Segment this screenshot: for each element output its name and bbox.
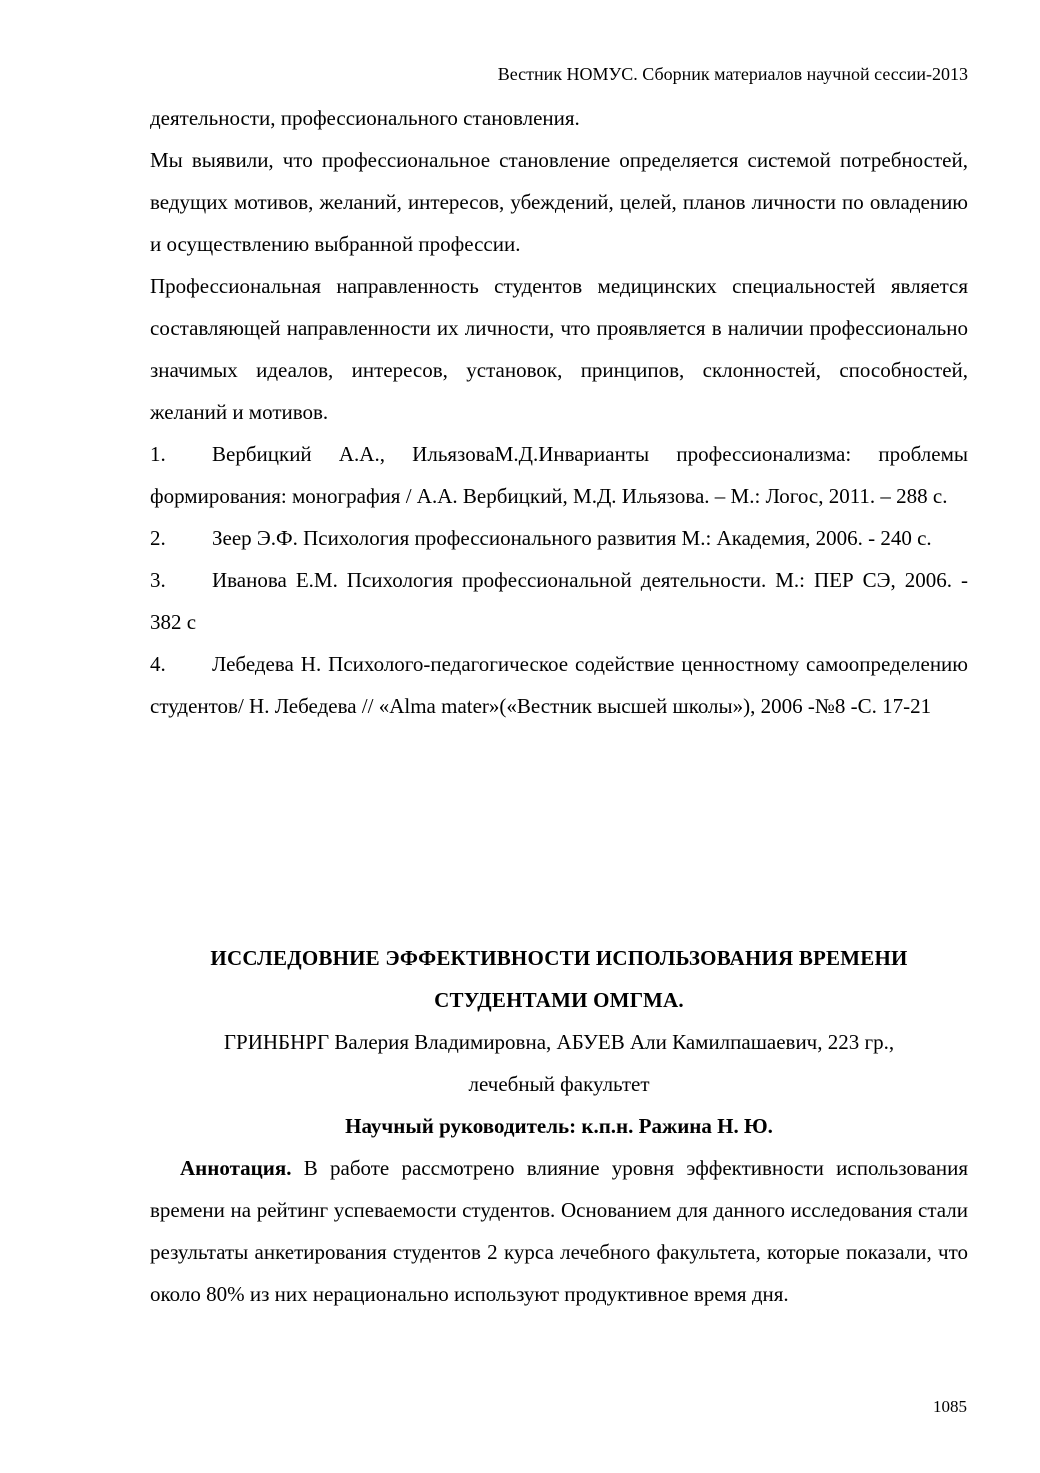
article-abstract xyxy=(150,1147,968,1315)
article-supervisor: Научный руководитель: к.п.н. Ражина Н. Ю. xyxy=(345,1114,773,1138)
reference-number: 3. xyxy=(150,568,166,592)
article-title xyxy=(150,937,968,1021)
body-text xyxy=(150,97,968,727)
reference-item xyxy=(150,643,968,727)
reference-item xyxy=(150,559,968,643)
reference-text: Иванова Е.М. Психология профессиональной деятельности. М.: ПЕР СЭ, 2006. - 382 с xyxy=(150,568,968,634)
reference-number: 2. xyxy=(150,526,166,550)
reference-list xyxy=(150,433,968,727)
reference-item xyxy=(150,517,968,559)
article-section xyxy=(150,937,968,1315)
article-authors: ГРИНБНРГ Валерия Владимировна, АБУЕВ Али Камилпашаевич, 223 гр., xyxy=(223,1030,895,1054)
reference-text: Зеер Э.Ф. Психология профессионального развития М.: Академия, 2006. - 240 с. xyxy=(212,526,932,550)
reference-number: 1. xyxy=(150,442,166,466)
paragraph: деятельности, профессионального становления. xyxy=(150,106,580,130)
paragraph: Мы выявили, что профессиональное становление определяется системой потребностей, ведущих мотивов, желаний, интересов, убеждений, целей, планов личности по овладению и осуществлению выбранной профессии. xyxy=(150,148,968,256)
reference-item xyxy=(150,433,968,517)
reference-text: Вербицкий А.А., ИльязоваМ.Д.Инварианты профессионализма: проблемы формирования: монография / А.А. Вербицкий, М.Д. Ильязова. – М.: Логос, 2011. – 288 с. xyxy=(150,442,968,508)
page-number: 1085 xyxy=(933,1397,967,1416)
article-faculty: лечебный факультет xyxy=(468,1072,650,1096)
abstract-label: Аннотация. xyxy=(180,1156,292,1180)
paragraph: Профессиональная направленность студентов медицинских специальностей является составляющей направленности их личности, что проявляется в наличии профессионально значимых идеалов, интересов, установок, принципов, склонностей, способностей, желаний и мотивов. xyxy=(150,274,968,424)
reference-number: 4. xyxy=(150,652,166,676)
reference-text: Лебедева Н. Психолого-педагогическое содействие ценностному самоопределению студентов/ Н. Лебедева // «Alma mater»(«Вестник высшей школы»), 2006 -№8 -С. 17-21 xyxy=(150,652,968,718)
article-title-line: ИССЛЕДОВНИЕ ЭФФЕКТИВНОСТИ ИСПОЛЬЗОВАНИЯ ВРЕМЕНИ xyxy=(210,946,908,970)
article-title-line: СТУДЕНТАМИ ОМГМА. xyxy=(434,988,684,1012)
abstract-text: В работе рассмотрено влияние уровня эффективности использования времени на рейтинг успеваемости студентов. Основанием для данного исследования стали результаты анкетирования студентов 2 курса лечебного факультета, которые показали, что около 80% из них нерационально используют продуктивное время дня. xyxy=(150,1156,968,1306)
running-header: Вестник НОМУС. Сборник материалов научной сессии-2013 xyxy=(497,64,968,84)
